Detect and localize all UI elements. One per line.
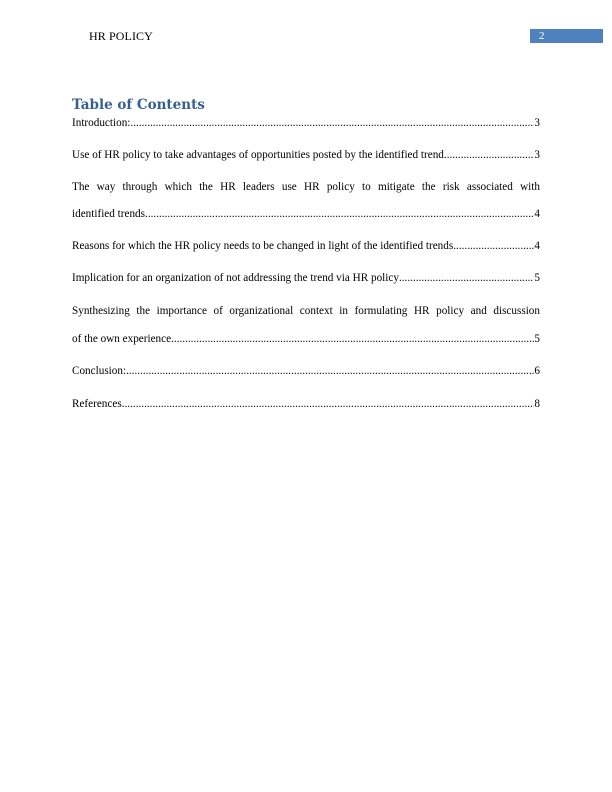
page-number: 2 <box>530 29 603 43</box>
toc-leader-dots <box>122 397 535 411</box>
toc-entry-text-line1: The way through which the HR leaders use HR policy to mitigate the risk associated with <box>72 181 540 193</box>
toc-entry-text-line1: Synthesizing the importance of organizational context in formulating HR policy and discussion <box>72 305 540 317</box>
toc-entry-implication[interactable] <box>72 271 540 285</box>
toc-entry-mitigate-risk[interactable] <box>72 180 540 221</box>
toc-leader-dots <box>444 148 535 162</box>
toc-entry-text: Reasons for which the HR policy needs to be changed in light of the identified trends <box>72 240 454 252</box>
toc-entry-line <box>72 332 540 346</box>
toc-entry-synthesizing[interactable] <box>72 304 540 346</box>
toc-entry-introduction[interactable] <box>72 116 540 130</box>
toc-entry-line <box>72 207 540 221</box>
toc-entry-line <box>72 271 540 285</box>
table-of-contents <box>72 96 540 410</box>
toc-entry-page: 3 <box>534 149 540 161</box>
toc-leader-dots <box>453 239 534 253</box>
toc-entry-text: Use of HR policy to take advantages of opportunities posted by the identified trend <box>72 149 444 161</box>
toc-entry-opportunities[interactable] <box>72 148 540 162</box>
running-header-title: HR POLICY <box>89 29 153 43</box>
toc-entry-page: 4 <box>534 208 540 220</box>
toc-entry-line <box>72 148 540 162</box>
toc-leader-dots <box>145 207 534 221</box>
toc-entry-line <box>72 239 540 253</box>
toc-entry-text: References <box>72 398 122 410</box>
toc-entry-text: identified trends <box>72 208 146 220</box>
toc-entry-text: of the own experience <box>72 333 172 345</box>
toc-entry-policy-change[interactable] <box>72 239 540 253</box>
toc-leader-dots <box>399 271 534 285</box>
toc-entry-references[interactable] <box>72 397 540 411</box>
toc-entry-line <box>72 397 540 411</box>
toc-entry-line <box>72 364 540 378</box>
toc-entry-conclusion[interactable] <box>72 364 540 378</box>
toc-entry-text: Conclusion: <box>72 365 127 377</box>
toc-entry-text: Introduction: <box>72 117 131 129</box>
toc-leader-dots <box>130 116 534 130</box>
toc-entry-page: 8 <box>534 398 540 410</box>
toc-entry-text: Implication for an organization of not addressing the trend via HR policy <box>72 272 399 284</box>
toc-entry-line <box>72 116 540 130</box>
toc-entry-page: 4 <box>534 240 540 252</box>
toc-entry-page: 6 <box>534 365 540 377</box>
toc-entry-page: 3 <box>534 117 540 129</box>
toc-heading: Table of Contents <box>72 97 205 113</box>
toc-leader-dots <box>126 364 534 378</box>
toc-entry-page: 5 <box>534 272 540 284</box>
toc-leader-dots <box>171 332 534 346</box>
toc-entry-page: 5 <box>534 333 540 345</box>
